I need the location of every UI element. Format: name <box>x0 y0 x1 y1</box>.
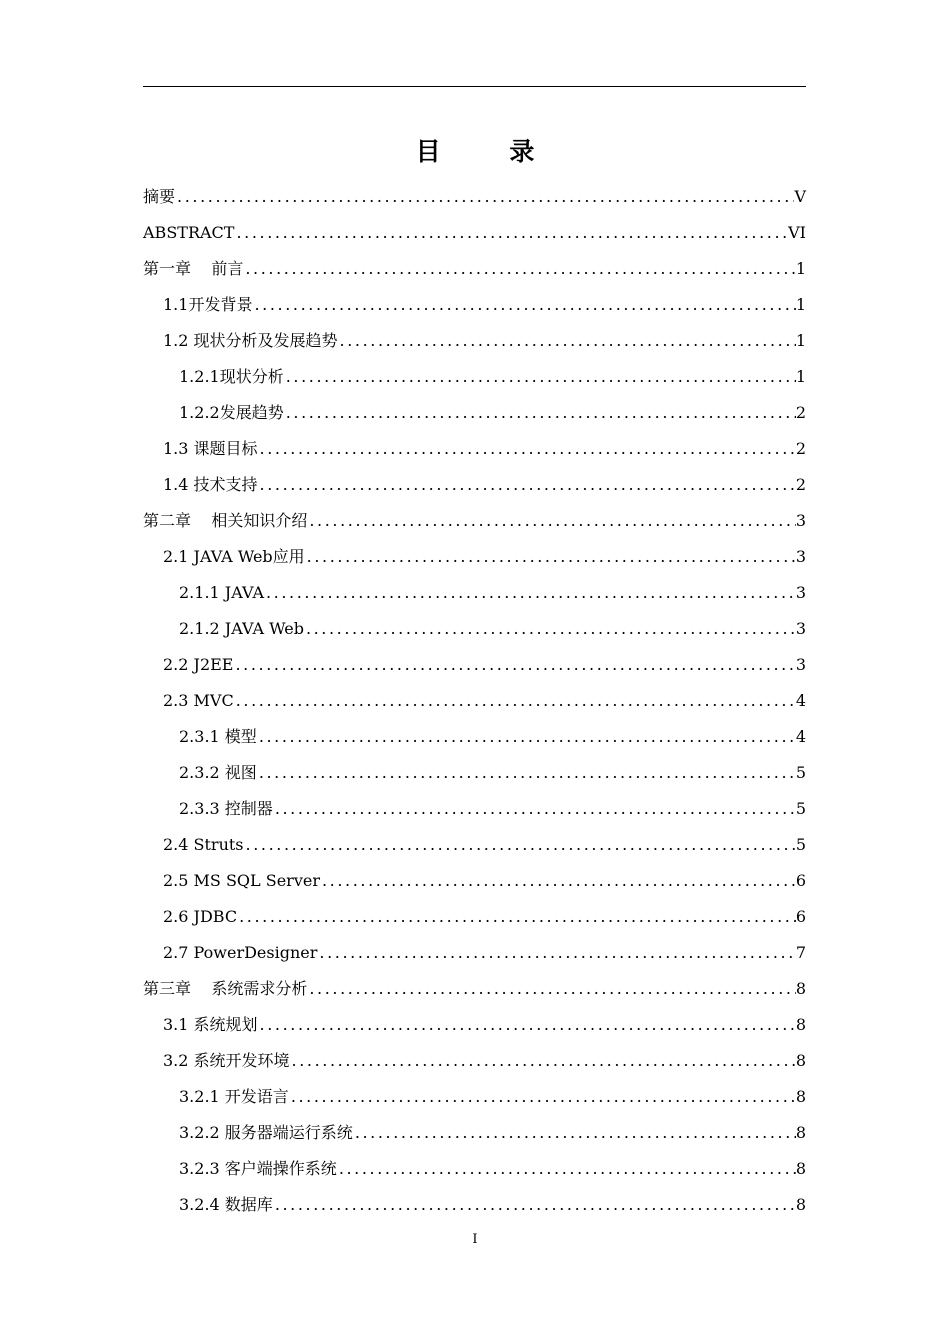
toc-entry[interactable] <box>143 1000 806 1036</box>
toc-entry[interactable] <box>143 748 806 784</box>
toc-dot-leader <box>317 942 795 964</box>
toc-entry-label: 3.2.3 客户端操作系统 <box>179 1159 337 1178</box>
toc-entry-page: 3 <box>795 583 806 602</box>
toc-entry-page: 5 <box>795 763 806 782</box>
toc-dot-leader <box>290 1050 796 1072</box>
toc-entry-page: 8 <box>795 1087 806 1106</box>
toc-dot-leader <box>273 798 796 820</box>
toc-dot-leader <box>258 1014 796 1036</box>
toc-entry-label: 1.1开发背景 <box>163 295 253 314</box>
toc-entry-label: 2.1 JAVA Web应用 <box>163 547 305 566</box>
toc-entry-page: 8 <box>795 1159 806 1178</box>
toc-dot-leader <box>320 870 796 892</box>
toc-entry-label: 1.2.1现状分析 <box>179 367 284 386</box>
toc-entry[interactable] <box>143 496 806 532</box>
toc-entry[interactable] <box>143 280 806 316</box>
toc-entry-label: 摘要 <box>143 187 176 206</box>
toc-entry-label: 2.3.2 视图 <box>179 763 257 782</box>
toc-dot-leader <box>257 726 796 748</box>
toc-dot-leader <box>258 438 796 460</box>
toc-entry-page: 4 <box>795 727 806 746</box>
toc-dot-leader <box>353 1122 796 1144</box>
toc-entry-label: 3.2.1 开发语言 <box>179 1087 289 1106</box>
toc-entry-page: 8 <box>795 1195 806 1214</box>
toc-dot-leader <box>337 1158 796 1180</box>
toc-entry-page: 3 <box>795 619 806 638</box>
toc-entry-label: 3.2.4 数据库 <box>179 1195 273 1214</box>
header-rule <box>143 86 806 87</box>
toc-entry-page: 7 <box>795 943 806 962</box>
toc-title: 目 录 <box>415 137 565 166</box>
toc-entry-page: 8 <box>795 979 806 998</box>
toc-dot-leader <box>252 294 795 316</box>
toc-entry[interactable] <box>143 460 806 496</box>
toc-entry-page: 6 <box>795 871 806 890</box>
toc-entry-label: 第一章 前言 <box>143 259 244 278</box>
toc-entry-page: 3 <box>795 655 806 674</box>
toc-entry[interactable] <box>143 424 806 460</box>
toc-dot-leader <box>305 546 796 568</box>
toc-entry[interactable] <box>143 1036 806 1072</box>
toc-entry-label: 2.3.1 模型 <box>179 727 257 746</box>
toc-entry[interactable] <box>143 928 806 964</box>
toc-entry-page: 3 <box>795 511 806 530</box>
toc-entry-page: 1 <box>795 295 806 314</box>
toc-dot-leader <box>338 330 796 352</box>
toc-entry-page: VI <box>788 223 806 242</box>
toc-dot-leader <box>284 366 796 388</box>
toc-dot-leader <box>233 654 795 676</box>
page-number: I <box>472 1232 478 1247</box>
toc-entry-label: 1.2 现状分析及发展趋势 <box>163 331 338 350</box>
toc-entry-page: 2 <box>795 439 806 458</box>
toc-entry[interactable] <box>143 640 806 676</box>
toc-entry[interactable] <box>143 568 806 604</box>
toc-entry[interactable] <box>143 964 806 1000</box>
toc-dot-leader <box>284 402 796 424</box>
toc-entry-label: 2.2 J2EE <box>163 655 234 674</box>
toc-dot-leader <box>243 258 795 280</box>
toc-entry[interactable] <box>143 676 806 712</box>
toc-entry-label: 2.4 Struts <box>163 835 244 854</box>
toc-entry-label: 2.7 PowerDesigner <box>163 943 318 962</box>
toc-dot-leader <box>307 510 795 532</box>
toc-dot-leader <box>304 618 796 640</box>
toc-entry[interactable] <box>143 784 806 820</box>
toc-dot-leader <box>234 222 788 244</box>
toc-entry-page: 8 <box>795 1015 806 1034</box>
toc-entry-page: 1 <box>795 367 806 386</box>
toc-dot-leader <box>237 906 796 928</box>
toc-entry-page: 8 <box>795 1051 806 1070</box>
toc-entry[interactable] <box>143 316 806 352</box>
toc-entry-label: 1.4 技术支持 <box>163 475 258 494</box>
toc-entry-label: 2.1.1 JAVA <box>179 583 264 602</box>
toc-dot-leader <box>258 474 796 496</box>
toc-entry-page: 2 <box>795 403 806 422</box>
toc-entry[interactable] <box>143 172 806 208</box>
table-of-contents <box>143 172 806 1216</box>
toc-entry[interactable] <box>143 604 806 640</box>
toc-entry[interactable] <box>143 208 806 244</box>
toc-entry-page: 6 <box>795 907 806 926</box>
toc-dot-leader <box>175 186 794 208</box>
toc-entry[interactable] <box>143 1072 806 1108</box>
toc-entry-label: 1.2.2发展趋势 <box>179 403 284 422</box>
toc-entry-page: 4 <box>795 691 806 710</box>
toc-dot-leader <box>273 1194 796 1216</box>
toc-entry-label: 2.5 MS SQL Server <box>163 871 320 890</box>
toc-entry[interactable] <box>143 388 806 424</box>
toc-entry-label: 3.2 系统开发环境 <box>163 1051 290 1070</box>
toc-entry-label: ABSTRACT <box>143 223 235 242</box>
toc-entry[interactable] <box>143 532 806 568</box>
toc-entry-label: 3.2.2 服务器端运行系统 <box>179 1123 353 1142</box>
toc-dot-leader <box>289 1086 796 1108</box>
toc-entry[interactable] <box>143 244 806 280</box>
toc-dot-leader <box>257 762 796 784</box>
toc-dot-leader <box>307 978 795 1000</box>
toc-entry[interactable] <box>143 352 806 388</box>
toc-entry-label: 2.1.2 JAVA Web <box>179 619 304 638</box>
toc-entry-label: 第三章 系统需求分析 <box>143 979 308 998</box>
toc-entry-label: 2.3 MVC <box>163 691 234 710</box>
toc-entry-page: 1 <box>795 331 806 350</box>
toc-entry[interactable] <box>143 1108 806 1144</box>
toc-entry-page: 2 <box>795 475 806 494</box>
toc-entry-label: 1.3 课题目标 <box>163 439 258 458</box>
toc-entry-page: 8 <box>795 1123 806 1142</box>
toc-dot-leader <box>234 690 796 712</box>
toc-entry-page: 5 <box>795 835 806 854</box>
toc-dot-leader <box>244 834 796 856</box>
toc-entry-page: 1 <box>795 259 806 278</box>
toc-entry-page: 5 <box>795 799 806 818</box>
toc-entry[interactable] <box>143 1180 806 1216</box>
toc-entry[interactable] <box>143 892 806 928</box>
toc-entry-page: 3 <box>795 547 806 566</box>
toc-entry[interactable] <box>143 1144 806 1180</box>
toc-entry-label: 第二章 相关知识介绍 <box>143 511 308 530</box>
toc-entry[interactable] <box>143 856 806 892</box>
toc-dot-leader <box>264 582 796 604</box>
toc-entry-label: 3.1 系统规划 <box>163 1015 258 1034</box>
toc-entry[interactable] <box>143 820 806 856</box>
toc-entry-label: 2.6 JDBC <box>163 907 238 926</box>
toc-entry-page: V <box>794 187 806 206</box>
toc-entry[interactable] <box>143 712 806 748</box>
toc-entry-label: 2.3.3 控制器 <box>179 799 273 818</box>
